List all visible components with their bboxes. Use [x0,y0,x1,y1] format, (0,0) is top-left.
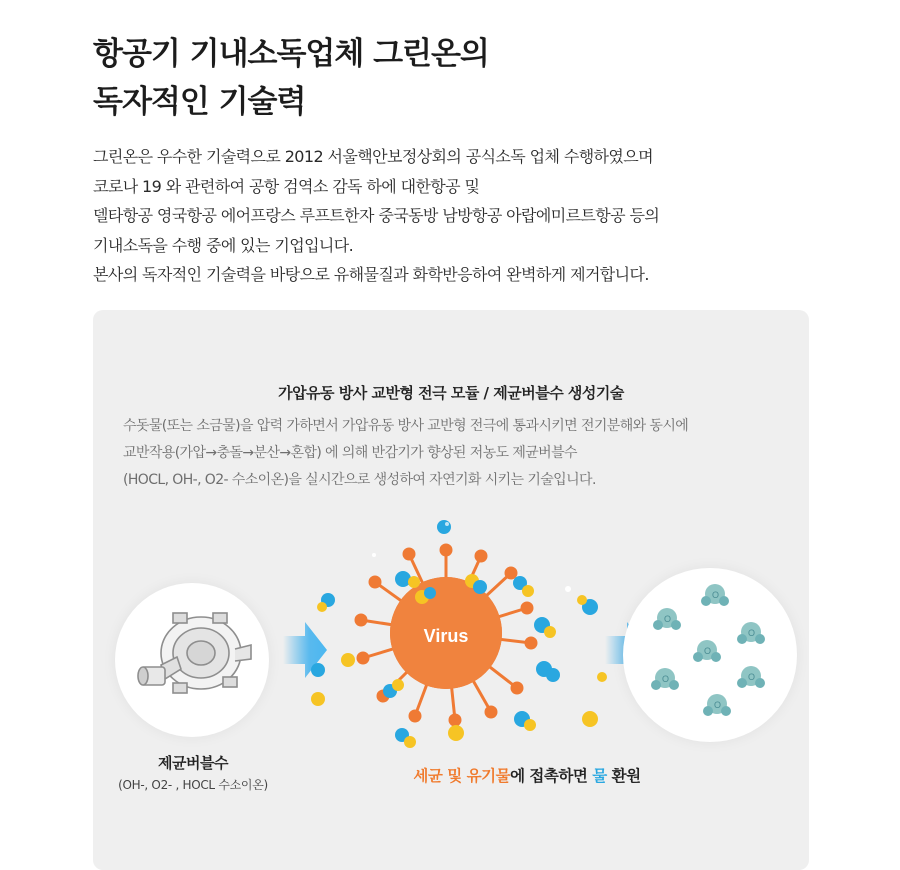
electrode-module-icon [115,583,269,737]
panel-description [123,413,803,494]
svg-text:O: O [714,700,722,710]
water-molecules [623,568,797,742]
result-part-4: 환원 [606,767,641,785]
title-line-1: 항공기 기내소독업체 그린온의 [93,36,489,72]
desc-line: 교반작용(가압→충돌→분산→혼합) 에 의해 반감기가 향상된 저농도 제균버블수 [123,445,577,461]
svg-text:O: O [712,590,720,600]
water-molecule-icon [651,584,765,716]
intro-line: 본사의 독자적인 기술력을 바탕으로 유해물질과 화학반응하여 완벽하게 제거합니다. [93,265,649,284]
intro-text [93,142,853,290]
left-caption [93,752,303,793]
result-part-3: 물 [592,767,607,785]
desc-line: 수돗물(또는 소금물)을 압력 가하면서 가압유동 방사 교반형 전극에 통과시키면 전기분해와 동시에 [123,418,689,434]
svg-text:O: O [664,614,672,624]
intro-line: 델타항공 영국항공 에어프랑스 루프트한자 중국동방 남방항공 아랍에미르트항공 등의 [93,206,660,225]
virus-label: Virus [423,626,469,646]
electrode-module-circle [115,583,269,737]
result-part-2: 에 접촉하면 [510,767,593,785]
intro-line: 기내소독을 수행 중에 있는 기업입니다. [93,235,354,255]
svg-text:O: O [662,674,670,684]
result-caption [317,764,737,786]
svg-text:O: O [748,628,756,638]
intro-line: 코로나 19 와 관련하여 공항 검역소 감독 하에 대한항공 및 [93,176,480,196]
bubbles [288,515,608,755]
result-part-1: 세균 및 유기물 [413,767,511,785]
svg-text:O: O [704,646,712,656]
left-caption-subtitle: (OH-, O2- , HOCL 수소이온) [118,778,268,792]
panel-heading: 가압유동 방사 교반형 전극 모듈 / 제균버블수 생성기술 [278,384,624,402]
intro-line: 그린온은 우수한 기술력으로 2012 서울핵안보정상회의 공식소독 업체 수행하였으며 [93,147,653,166]
svg-text:O: O [748,672,756,682]
water-result-circle [623,568,797,742]
page-title [93,30,489,126]
desc-line: (HOCL, OH-, O2- 수소이온)을 실시간으로 생성하여 자연기화 시키는 기술입니다. [123,472,596,488]
bubble-group [311,520,607,748]
technology-panel [93,310,809,870]
left-caption-title: 제균버블수 [158,754,228,772]
title-line-2: 독자적인 기술력 [93,84,306,120]
